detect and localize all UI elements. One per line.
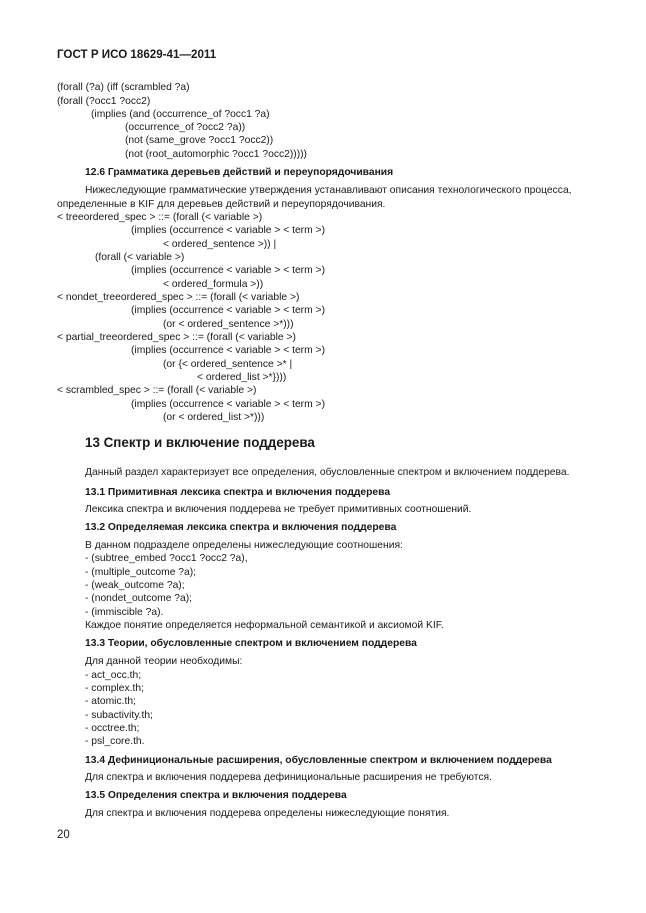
subsection-heading: 13.2 Определяемая лексика спектра и включения поддерева	[85, 522, 397, 533]
list-item: - (immiscible ?a).	[85, 607, 164, 618]
code-line: (implies (and (occurrence_of ?occ1 ?a)	[91, 109, 270, 120]
list-item: - psl_core.th.	[85, 736, 145, 747]
grammar-line: < ordered_sentence >)) |	[163, 239, 277, 250]
paragraph-line: Для спектра и включения поддерева дефинициональные расширения не требуются.	[85, 772, 492, 783]
paragraph-line: В данном подразделе определены нижеследующие соотношения:	[85, 540, 403, 551]
section-heading: 12.6 Грамматика деревьев действий и переупорядочивания	[85, 167, 394, 178]
grammar-line: (or {< ordered_sentence >* |	[163, 359, 293, 370]
code-line: (not (root_automorphic ?occ1 ?occ2)))))	[125, 149, 307, 160]
list-item: - act_occ.th;	[85, 670, 142, 681]
subsection-heading: 13.1 Примитивная лексика спектра и включения поддерева	[85, 487, 391, 498]
section-heading: 13 Спектр и включение поддерева	[85, 435, 315, 450]
grammar-line: < treeordered_spec > ::= (forall (< variable >)	[57, 212, 263, 223]
subsection-heading: 13.3 Теории, обусловленные спектром и включением поддерева	[85, 638, 417, 649]
list-item: - subactivity.th;	[85, 710, 153, 721]
list-item: - complex.th;	[85, 683, 144, 694]
grammar-line: < scrambled_spec > ::= (forall (< variable >)	[57, 385, 257, 396]
paragraph-line: Нижеследующие грамматические утверждения устанавливают описания технологического процесса,	[85, 185, 572, 196]
grammar-line: < partial_treeordered_spec > ::= (forall (< variable >)	[57, 332, 296, 343]
subsection-heading: 13.5 Определения спектра и включения поддерева	[85, 790, 347, 801]
page-header: ГОСТ Р ИСО 18629-41—2011	[57, 48, 217, 61]
list-item: - occtree.th;	[85, 723, 140, 734]
page-number: 20	[57, 829, 70, 841]
grammar-line: < nondet_treeordered_spec > ::= (forall (< variable >)	[57, 292, 300, 303]
grammar-line: < ordered_formula >))	[163, 279, 264, 290]
code-line: (occurrence_of ?occ2 ?a))	[125, 122, 246, 133]
list-item: - (multiple_outcome ?a);	[85, 567, 197, 578]
paragraph-line: определенные в KIF для деревьев действий и переупорядочивания.	[57, 199, 386, 210]
grammar-line: (implies (occurrence < variable > < term >)	[131, 399, 325, 410]
list-item: - (nondet_outcome ?a);	[85, 593, 193, 604]
list-item: - atomic.th;	[85, 696, 136, 707]
grammar-line: (implies (occurrence < variable > < term >)	[131, 345, 325, 356]
paragraph-line: Для спектра и включения поддерева определены нижеследующие понятия.	[85, 808, 450, 819]
grammar-line: (implies (occurrence < variable > < term >)	[131, 305, 325, 316]
paragraph-line: Данный раздел характеризует все определения, обусловленные спектром и включением поддерева.	[85, 467, 570, 478]
list-item: - (weak_outcome ?a);	[85, 580, 185, 591]
grammar-line: (forall (< variable >)	[95, 252, 185, 263]
grammar-line: (implies (occurrence < variable > < term >)	[131, 225, 325, 236]
subsection-heading: 13.4 Дефинициональные расширения, обусловленные спектром и включением поддерева	[85, 755, 552, 766]
code-line: (forall (?occ1 ?occ2)	[57, 96, 151, 107]
code-line: (not (same_grove ?occ1 ?occ2))	[125, 135, 274, 146]
grammar-line: (or < ordered_sentence >*)))	[163, 319, 294, 330]
list-item: - (subtree_embed ?occ1 ?occ2 ?a),	[85, 553, 248, 564]
grammar-line: (implies (occurrence < variable > < term >)	[131, 265, 325, 276]
code-line: (forall (?a) (iff (scrambled ?a)	[57, 82, 190, 93]
paragraph-line: Лексика спектра и включения поддерева не требует примитивных соотношений.	[85, 504, 472, 515]
paragraph-line: Для данной теории необходимы:	[85, 656, 243, 667]
grammar-line: (or < ordered_list >*)))	[163, 412, 265, 423]
paragraph-line: Каждое понятие определяется неформальной семантикой и аксиомой KIF.	[85, 620, 444, 631]
grammar-line: < ordered_list >*})))	[197, 372, 287, 383]
